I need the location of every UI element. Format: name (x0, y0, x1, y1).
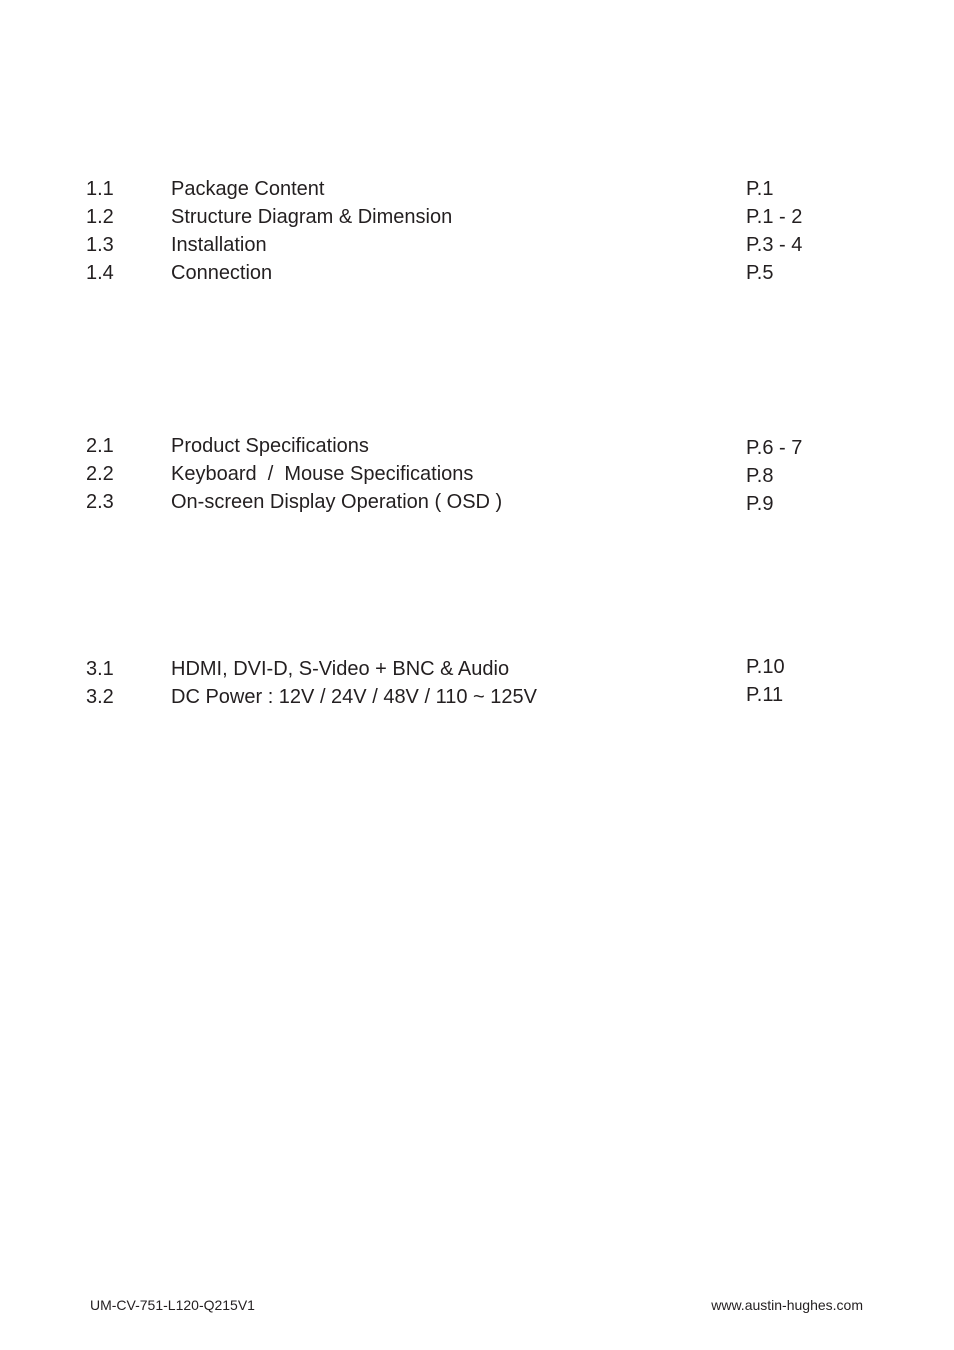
toc-number: 1.1 (86, 178, 114, 200)
toc-page-ref: P.3 - 4 (746, 234, 803, 256)
toc-number: 2.1 (86, 435, 114, 457)
toc-entry-2-3 (0, 488, 954, 516)
toc-page-ref: P.1 (746, 178, 774, 200)
toc-page-ref: P.6 - 7 (746, 437, 803, 459)
toc-title: HDMI, DVI-D, S-Video + BNC & Audio (171, 658, 510, 680)
toc-title: DC Power : 12V / 24V / 48V / 110 ~ 125V (171, 686, 537, 708)
toc-entry-1-3 (0, 231, 954, 259)
toc-page-ref: P.1 - 2 (746, 206, 803, 228)
toc-title: Package Content (171, 178, 325, 200)
toc-entry-3-1 (0, 655, 954, 683)
toc-number: 2.3 (86, 491, 114, 513)
toc-page-ref: P.9 (746, 493, 774, 515)
toc-number: 3.1 (86, 658, 114, 680)
toc-title: Installation (171, 234, 267, 256)
toc-number: 1.3 (86, 234, 114, 256)
toc-page-ref: P.5 (746, 262, 774, 284)
toc-entry-2-2 (0, 460, 954, 488)
toc-title: Connection (171, 262, 273, 284)
toc-title: Structure Diagram & Dimension (171, 206, 453, 228)
toc-number: 2.2 (86, 463, 114, 485)
toc-entry-1-1 (0, 175, 954, 203)
toc-entry-1-4 (0, 259, 954, 287)
toc-page-ref: P.10 (746, 656, 785, 678)
toc-entry-3-2 (0, 683, 954, 711)
toc-title: On-screen Display Operation ( OSD ) (171, 491, 503, 513)
toc-number: 1.4 (86, 262, 114, 284)
toc-number: 3.2 (86, 686, 114, 708)
footer-document-code: UM-CV-751-L120-Q215V1 (90, 1297, 255, 1313)
footer-website: www.austin-hughes.com (711, 1297, 863, 1313)
toc-entry-2-1 (0, 432, 954, 460)
toc-entry-1-2 (0, 203, 954, 231)
toc-number: 1.2 (86, 206, 114, 228)
toc-page-ref: P.8 (746, 465, 774, 487)
toc-page-ref: P.11 (746, 684, 784, 706)
toc-title: Keyboard / Mouse Specifications (171, 463, 474, 485)
toc-title: Product Specifications (171, 435, 369, 457)
